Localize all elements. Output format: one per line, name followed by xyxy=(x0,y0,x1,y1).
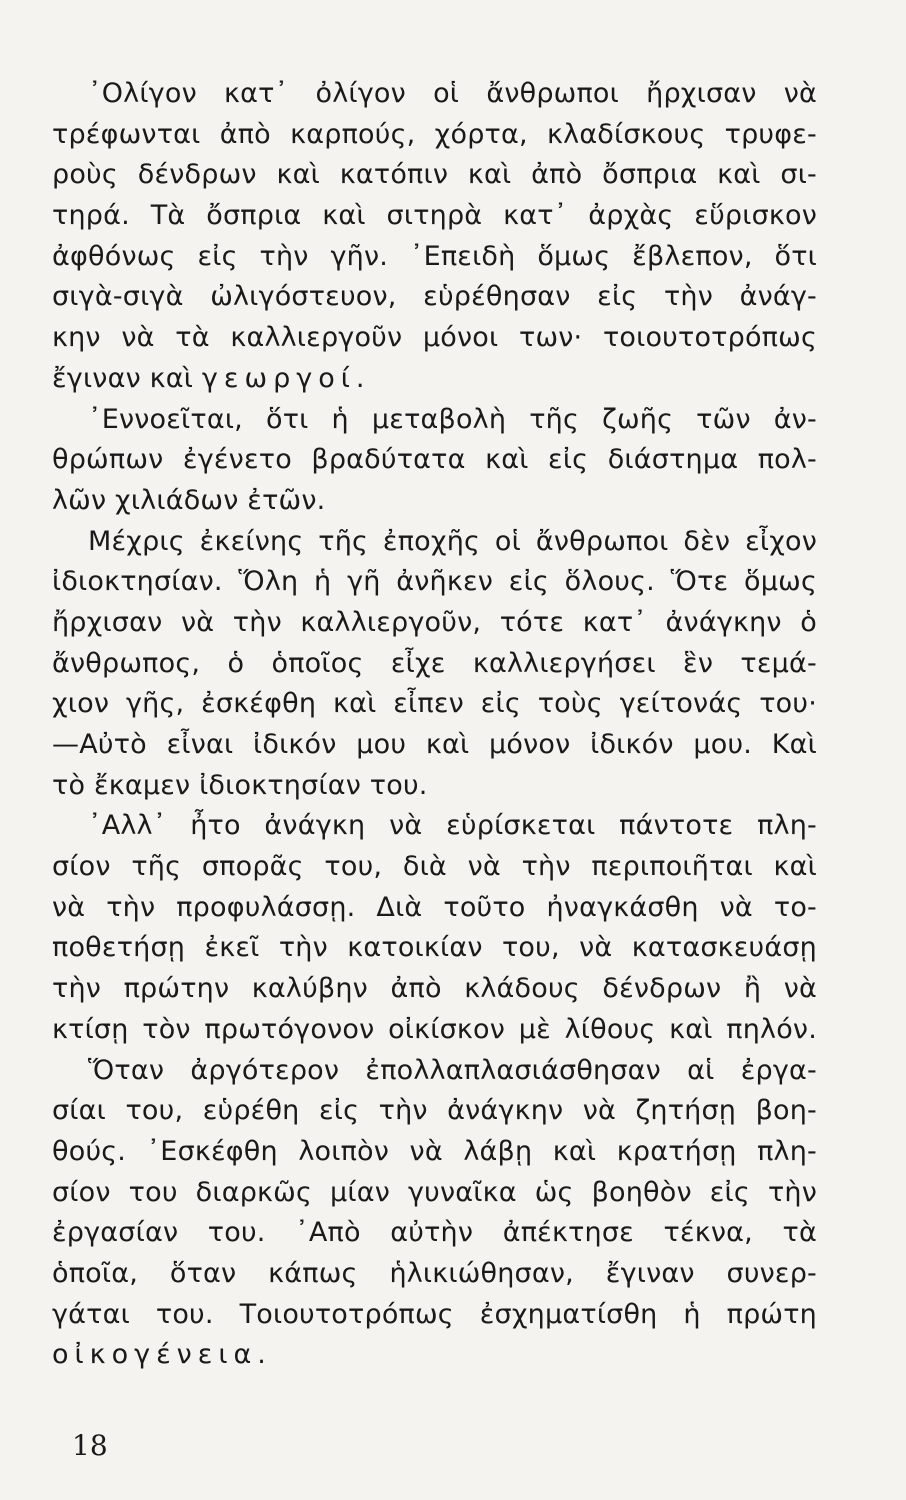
text-line-content: ὁποῖα, ὅταν κάπως ἡλικιώθησαν, ἔγιναν συνερ- xyxy=(52,1257,817,1289)
text-line xyxy=(52,115,817,156)
text-line-content: Ὅταν ἀργότερον ἐπολλαπλασιάσθησαν αἱ ἐργα- xyxy=(88,1054,817,1086)
text-line-content: σίον του διαρκῶς μίαν γυναῖκα ὡς βοηθὸν εἰς τὴν xyxy=(52,1176,817,1208)
text-line-content: ἔγιναν καὶ xyxy=(52,362,202,394)
text-line-content: ἐργασίαν του. ᾿Απὸ αὐτὴν ἀπέκτησε τέκνα, τὰ xyxy=(52,1217,817,1249)
text-line xyxy=(52,847,817,888)
text-line-content: ἀφθόνως εἰς τὴν γῆν. ᾿Επειδὴ ὅμως ἔβλεπον, ὅτι xyxy=(52,240,817,272)
text-line xyxy=(52,644,817,685)
text-line-content: ἰδιοκτησίαν. Ὅλη ἡ γῆ ἀνῆκεν εἰς ὅλους. Ὅτε ὅμως xyxy=(52,566,817,598)
text-line xyxy=(52,1335,817,1376)
text-line-content: ᾿Ολίγον κατ᾿ ὀλίγον οἱ ἄνθρωποι ἤρχισαν νὰ xyxy=(88,78,817,109)
text-line xyxy=(52,1051,817,1092)
text-line xyxy=(52,684,817,725)
text-line xyxy=(52,237,817,278)
text-line-content: σίον τῆς σπορᾶς του, διὰ νὰ τὴν περιποιῆται καὶ xyxy=(52,851,817,883)
text-line xyxy=(52,1254,817,1295)
text-line-content: θούς. ᾿Εσκέφθη λοιπὸν νὰ λάβῃ καὶ κρατήσῃ πλη- xyxy=(52,1135,817,1167)
text-line xyxy=(52,1173,817,1214)
text-line-content: Μέχρις ἐκείνης τῆς ἐποχῆς οἱ ἄνθρωποι δὲν εἶχον xyxy=(88,525,817,557)
text-line xyxy=(52,603,817,644)
text-line xyxy=(52,522,817,563)
text-line-content: λῶν χιλιάδων ἐτῶν. xyxy=(52,484,326,516)
text-line-content: —Αὐτὸ εἶναι ἰδικόν μου καὶ μόνον ἰδικόν μου. Καὶ xyxy=(52,729,817,760)
text-line xyxy=(52,1091,817,1132)
text-line-content: τὴν πρώτην καλύβην ἀπὸ κλάδους δένδρων ἢ νὰ xyxy=(52,973,817,1005)
text-line xyxy=(52,766,817,807)
text-line xyxy=(52,440,817,481)
text-line-content: ποθετήσῃ ἐκεῖ τὴν κατοικίαν του, νὰ κατασκευάσῃ xyxy=(52,932,817,964)
text-line-content: γάται του. Τοιουτοτρόπως ἐσχηματίσθη ἡ πρώτη xyxy=(52,1298,817,1330)
emphasized-word: γεωργοί. xyxy=(201,362,371,394)
text-line-content: ᾿Εννοεῖται, ὅτι ἡ μεταβολὴ τῆς ζωῆς τῶν ἀν- xyxy=(88,403,817,435)
text-line xyxy=(52,888,817,929)
text-line xyxy=(52,1132,817,1173)
text-line xyxy=(52,1010,817,1051)
text-line-content: κην νὰ τὰ καλλιεργοῦν μόνοι των· τοιουτοτρόπως xyxy=(52,322,817,354)
text-line-content: κτίσῃ τὸν πρωτόγονον οἰκίσκον μὲ λίθους καὶ πηλόν. xyxy=(52,1013,817,1045)
text-line xyxy=(52,196,817,237)
text-line-content: ροὺς δένδρων καὶ κατόπιν καὶ ἀπὸ ὄσπρια καὶ σι- xyxy=(52,159,817,191)
text-line xyxy=(52,969,817,1010)
body-text xyxy=(52,74,817,1376)
text-line xyxy=(52,481,817,522)
text-line xyxy=(52,562,817,603)
text-line-content: ᾿Αλλ᾿ ἦτο ἀνάγκη νὰ εὑρίσκεται πάντοτε πλη- xyxy=(88,810,817,842)
text-line-content: ἤρχισαν νὰ τὴν καλλιεργοῦν, τότε κατ᾿ ἀνάγκην ὁ xyxy=(52,606,817,638)
text-line xyxy=(52,725,817,766)
text-line xyxy=(52,806,817,847)
text-line-content: χιον γῆς, ἐσκέφθη καὶ εἶπεν εἰς τοὺς γείτονάς του· xyxy=(52,688,817,720)
text-line-content: θρώπων ἐγένετο βραδύτατα καὶ εἰς διάστημα πολ- xyxy=(52,444,817,476)
text-line-content: τὸ ἔκαμεν ἰδιοκτησίαν του. xyxy=(52,769,428,801)
text-line-content: νὰ τὴν προφυλάσσῃ. Διὰ τοῦτο ἠναγκάσθη νὰ το- xyxy=(52,891,817,923)
emphasized-word: οἰκογένεια. xyxy=(52,1339,272,1371)
text-line xyxy=(52,74,817,115)
text-line xyxy=(52,359,817,400)
text-line-content: σιγὰ-σιγὰ ὠλιγόστευον, εὑρέθησαν εἰς τὴν ἀνάγ- xyxy=(52,281,817,313)
text-line xyxy=(52,155,817,196)
text-line-content: τηρά. Τὰ ὄσπρια καὶ σιτηρὰ κατ᾿ ἀρχὰς εὕρισκον xyxy=(52,200,817,232)
text-line-content: σίαι του, εὑρέθη εἰς τὴν ἀνάγκην νὰ ζητήσῃ βοη- xyxy=(52,1095,817,1127)
text-line xyxy=(52,928,817,969)
page-number: 18 xyxy=(72,1429,108,1462)
text-line xyxy=(52,400,817,441)
text-line xyxy=(52,1213,817,1254)
text-line-content: ἄνθρωπος, ὁ ὁποῖος εἶχε καλλιεργήσει ἓν τεμά- xyxy=(52,647,817,679)
text-line xyxy=(52,277,817,318)
text-line xyxy=(52,318,817,359)
text-line-content: τρέφωνται ἀπὸ καρπούς, χόρτα, κλαδίσκους τρυφε- xyxy=(52,118,817,150)
text-line xyxy=(52,1295,817,1336)
